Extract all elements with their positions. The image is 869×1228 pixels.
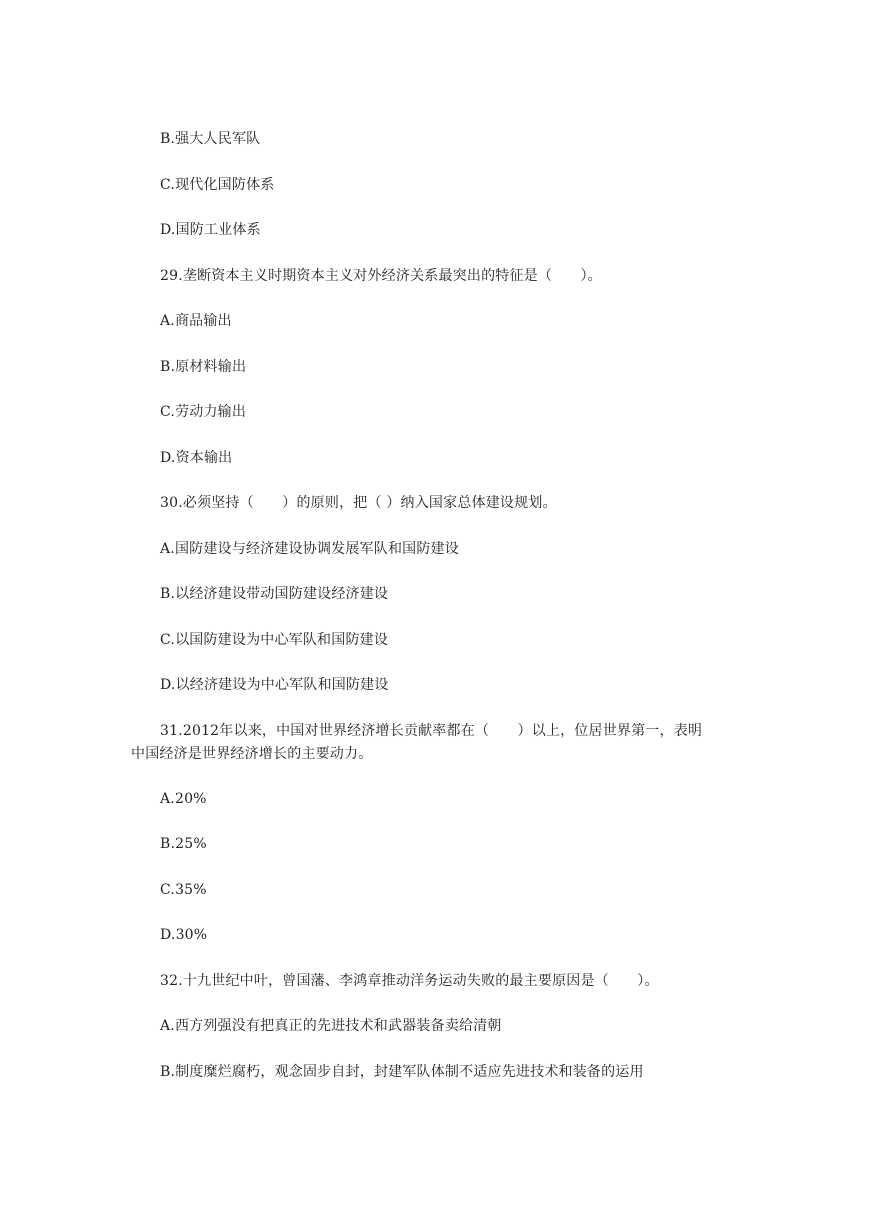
question-32: 32.十九世纪中叶，曾国藩、李鸿章推动洋务运动失败的最主要原因是（ ）。	[160, 973, 659, 989]
question-31-continued: 中国经济是世界经济增长的主要动力。	[131, 746, 373, 762]
option-a-q29: A.商品输出	[160, 313, 232, 329]
question-30: 30.必须坚持（ ）的原则，把（ ）纳入国家总体建设规划。	[160, 495, 557, 511]
option-c-q29: C.劳动力输出	[160, 404, 247, 420]
option-b-q31: B.25%	[160, 836, 207, 852]
option-c-q31: C.35%	[160, 882, 207, 898]
option-a-q30: A.国防建设与经济建设协调发展军队和国防建设	[160, 541, 459, 557]
option-c-q28: C.现代化国防体系	[160, 177, 275, 193]
option-d-q29: D.资本输出	[160, 450, 233, 466]
option-a-q32: A.西方列强没有把真正的先进技术和武器装备卖给清朝	[160, 1018, 502, 1034]
option-c-q30: C.以国防建设为中心军队和国防建设	[160, 632, 389, 648]
option-b-q29: B.原材料输出	[160, 359, 247, 375]
option-b-q28: B.强大人民军队	[160, 131, 261, 147]
option-d-q30: D.以经济建设为中心军队和国防建设	[160, 677, 389, 693]
question-31: 31.2012年以来，中国对世界经济增长贡献率都在（ ）以上，位居世界第一，表明	[160, 723, 703, 739]
question-29: 29.垄断资本主义时期资本主义对外经济关系最突出的特征是（ ）。	[160, 268, 602, 284]
option-a-q31: A.20%	[160, 791, 207, 807]
option-b-q32: B.制度糜烂腐朽，观念固步自封，封建军队体制不适应先进技术和装备的运用	[160, 1064, 644, 1080]
option-d-q28: D.国防工业体系	[160, 222, 261, 238]
option-d-q31: D.30%	[160, 927, 208, 943]
option-b-q30: B.以经济建设带动国防建设经济建设	[160, 586, 389, 602]
